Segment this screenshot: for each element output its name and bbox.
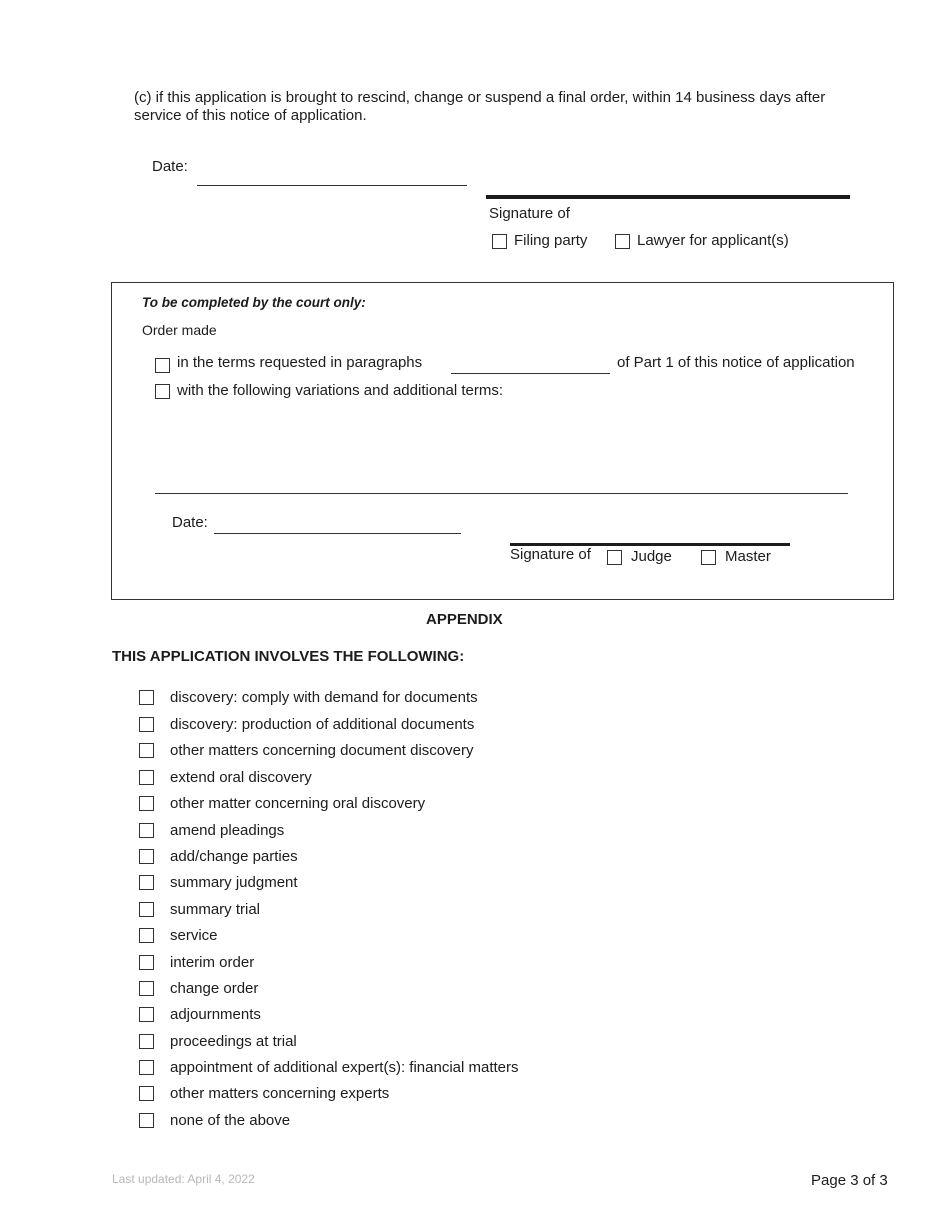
paragraphs-line[interactable] (451, 373, 610, 374)
appendix-item-checkbox[interactable] (139, 1086, 154, 1101)
filing-party-label: Filing party (514, 232, 588, 249)
master-label: Master (725, 548, 771, 565)
terms-suffix-label: of Part 1 of this notice of application (617, 354, 855, 371)
appendix-item-label: extend oral discovery (170, 769, 312, 786)
appendix-item-label: discovery: production of additional documents (170, 716, 475, 733)
appendix-item-checkbox[interactable] (139, 1113, 154, 1128)
court-only-heading: To be completed by the court only: (142, 295, 366, 310)
appendix-item-label: appointment of additional expert(s): financial matters (170, 1059, 519, 1076)
appendix-item-checkbox[interactable] (139, 902, 154, 917)
appendix-item-label: amend pleadings (170, 822, 285, 839)
appendix-item-label: other matters concerning document discovery (170, 742, 474, 759)
terms-requested-label: in the terms requested in paragraphs (177, 354, 423, 371)
judge-checkbox[interactable] (607, 550, 622, 565)
date-line[interactable] (197, 185, 467, 186)
appendix-item-label: adjournments (170, 1006, 261, 1023)
court-date-label: Date: (172, 514, 208, 531)
appendix-item-label: service (170, 927, 218, 944)
appendix-subtitle: THIS APPLICATION INVOLVES THE FOLLOWING: (112, 648, 465, 665)
appendix-item-checkbox[interactable] (139, 823, 154, 838)
appendix-item-label: summary judgment (170, 874, 298, 891)
paragraph-c: (c) if this application is brought to rescind, change or suspend a final order, within 14 business days after service of this notice of application. (134, 89, 826, 124)
court-signature-of-label: Signature of (510, 546, 591, 563)
appendix-item-label: proceedings at trial (170, 1033, 297, 1050)
date-label: Date: (152, 158, 188, 175)
appendix-item-checkbox[interactable] (139, 981, 154, 996)
order-made-label: Order made (142, 322, 217, 338)
appendix-item-label: interim order (170, 954, 255, 971)
variations-checkbox[interactable] (155, 384, 170, 399)
court-date-line[interactable] (214, 533, 461, 534)
appendix-item-checkbox[interactable] (139, 717, 154, 732)
filing-party-checkbox[interactable] (492, 234, 507, 249)
appendix-item-checkbox[interactable] (139, 928, 154, 943)
appendix-item-label: change order (170, 980, 259, 997)
court-only-section (111, 282, 894, 600)
terms-requested-checkbox[interactable] (155, 358, 170, 373)
appendix-item-label: none of the above (170, 1112, 291, 1129)
page-number: Page 3 of 3 (811, 1172, 888, 1189)
appendix-item-checkbox[interactable] (139, 690, 154, 705)
last-updated: Last updated: April 4, 2022 (112, 1172, 255, 1186)
appendix-item-checkbox[interactable] (139, 743, 154, 758)
appendix-item-label: summary trial (170, 901, 261, 918)
appendix-title: APPENDIX (426, 611, 503, 628)
appendix-item-checkbox[interactable] (139, 955, 154, 970)
appendix-item-checkbox[interactable] (139, 770, 154, 785)
appendix-item-checkbox[interactable] (139, 796, 154, 811)
master-checkbox[interactable] (701, 550, 716, 565)
lawyer-label: Lawyer for applicant(s) (637, 232, 789, 249)
appendix-item-checkbox[interactable] (139, 875, 154, 890)
appendix-item-checkbox[interactable] (139, 1034, 154, 1049)
appendix-item-checkbox[interactable] (139, 1060, 154, 1075)
appendix-item-checkbox[interactable] (139, 1007, 154, 1022)
signature-of-label: Signature of (489, 205, 570, 222)
judge-label: Judge (631, 548, 672, 565)
appendix-item-label: discovery: comply with demand for documents (170, 689, 478, 706)
variations-terms-line[interactable] (155, 493, 848, 494)
signature-line[interactable] (486, 195, 850, 199)
appendix-item-checkbox[interactable] (139, 849, 154, 864)
appendix-item-label: other matter concerning oral discovery (170, 795, 426, 812)
appendix-item-label: add/change parties (170, 848, 298, 865)
appendix-item-label: other matters concerning experts (170, 1085, 390, 1102)
lawyer-checkbox[interactable] (615, 234, 630, 249)
variations-label: with the following variations and additional terms: (177, 382, 504, 399)
